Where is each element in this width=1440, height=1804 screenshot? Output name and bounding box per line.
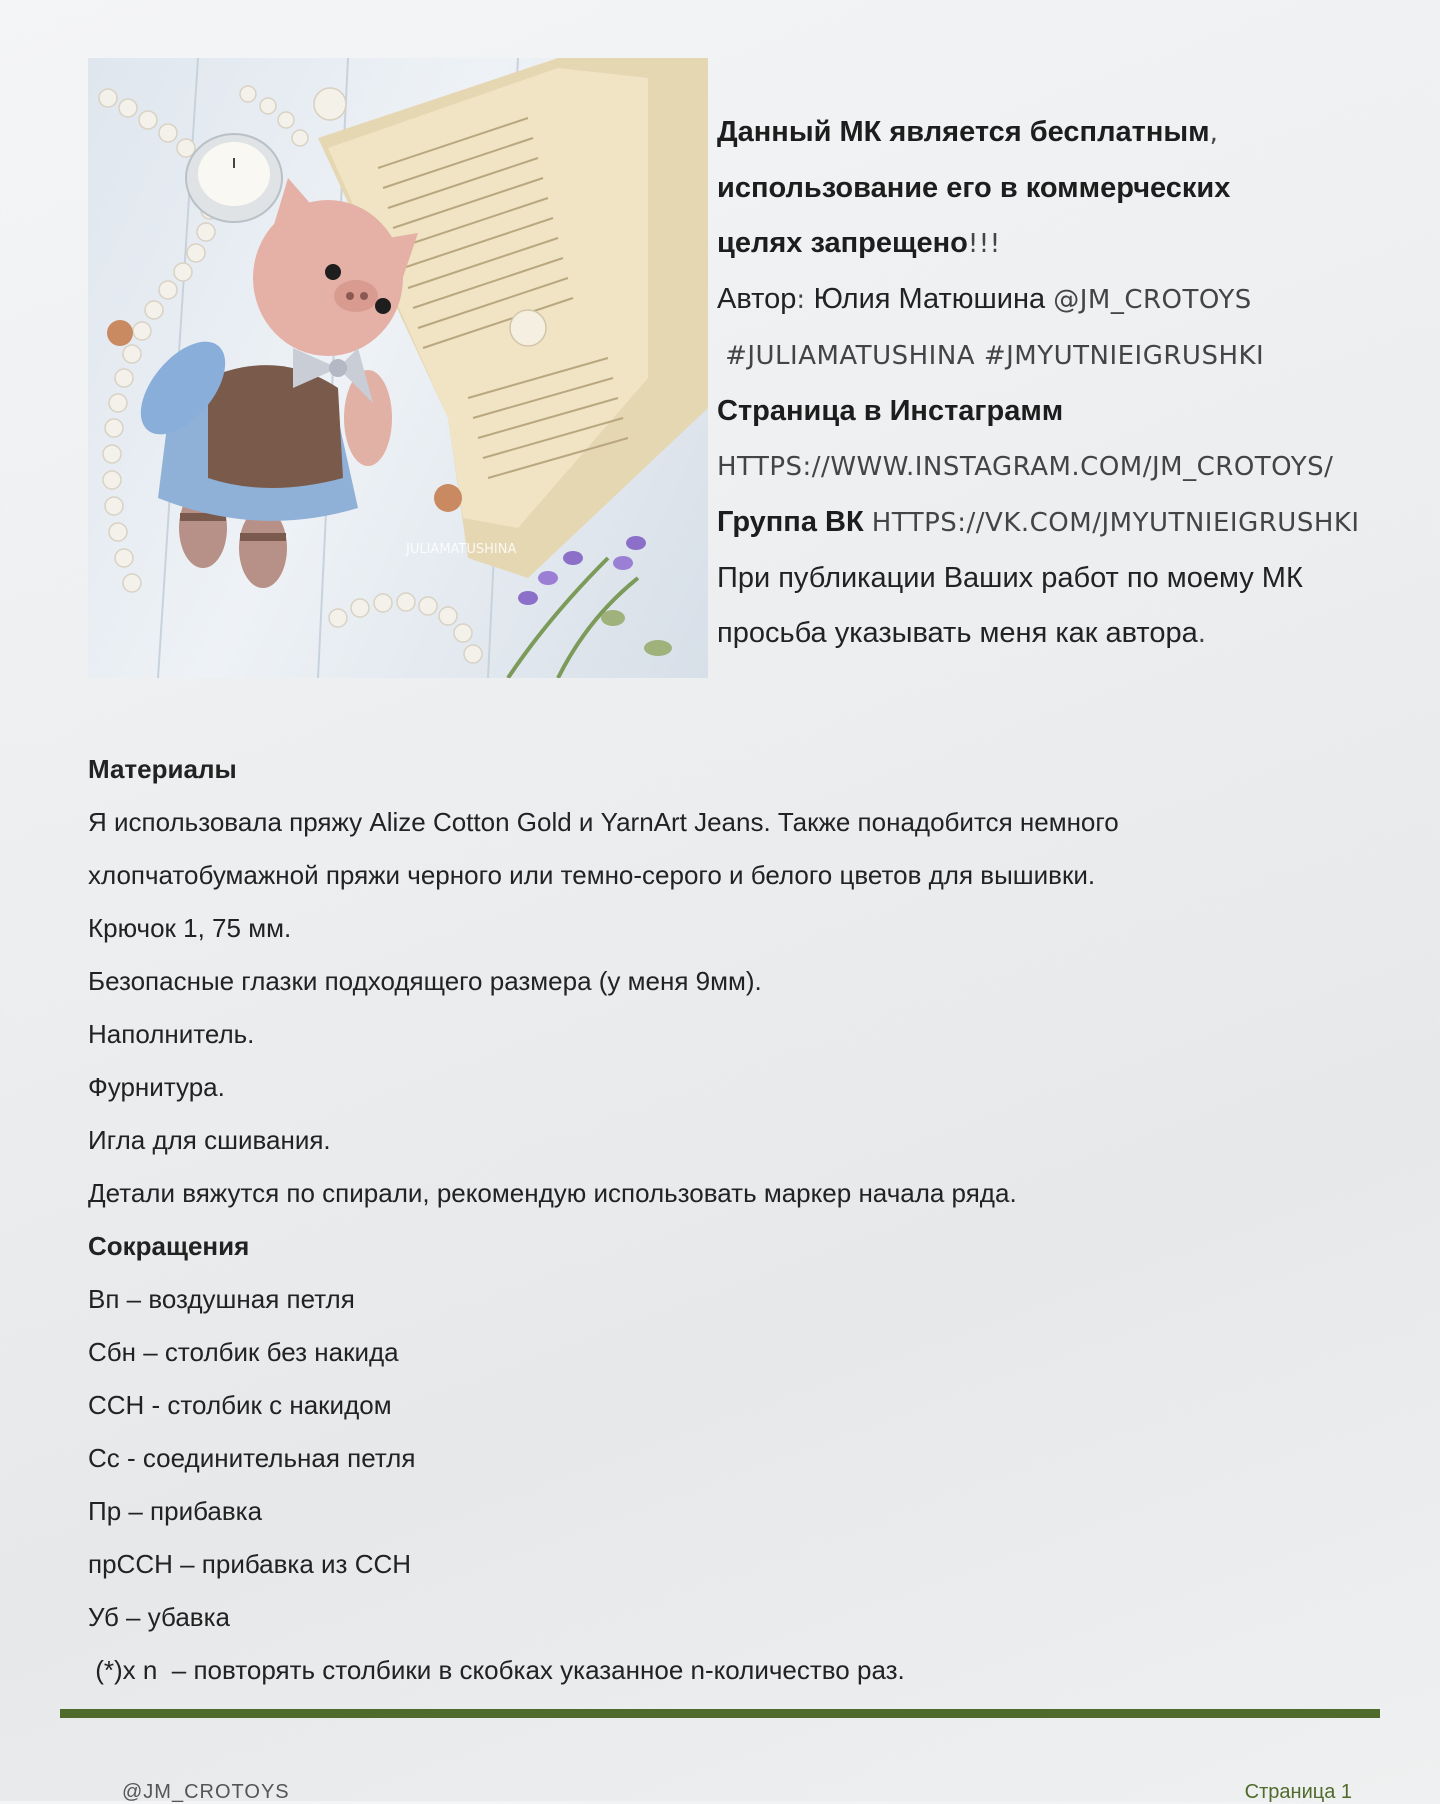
forbidden-notice-text: целях запрещено	[717, 227, 968, 259]
instagram-label: Страница в Инстаграмм	[717, 395, 1064, 427]
intro-exclamation: !!!	[967, 229, 1001, 259]
author-handle-link[interactable]: @JM_CROTOYS	[1053, 285, 1252, 315]
intro-block	[717, 105, 1417, 662]
photo-watermark: JULIAMATUSHINA	[406, 542, 517, 557]
hashtags-line	[717, 328, 1417, 384]
abbreviation-item: ССН - столбик с накидом	[88, 1390, 392, 1420]
author-line	[717, 272, 1417, 328]
author-label: Автор	[717, 283, 797, 315]
instagram-label-line	[717, 384, 1417, 439]
materials-heading: Материалы	[88, 754, 237, 784]
abbreviation-item: Сс - соединительная петля	[88, 1443, 416, 1473]
materials-line: Я использовала пряжу Alize Cotton Gold и YarnArt Jeans. Также понадобится немного	[88, 807, 1119, 837]
intro-punct-1: ,	[1209, 118, 1219, 148]
publish-line-2	[717, 606, 1417, 662]
author-colon: :	[796, 285, 806, 315]
intro-line-1	[717, 105, 1417, 161]
vk-label: Группа ВК	[717, 506, 864, 538]
candle	[186, 134, 282, 222]
vk-line	[717, 495, 1417, 551]
commercial-notice-text: использование его в коммерческих	[717, 172, 1231, 204]
abbreviation-item: прССН – прибавка из ССН	[88, 1549, 412, 1579]
hashtags[interactable]: #JULIAMATUSHINA #JMYUTNIEIGRUSHKI	[725, 341, 1265, 371]
materials-line: Детали вяжутся по спирали, рекомендую использовать маркер начала ряда.	[88, 1178, 1017, 1208]
publish-line-1: При публикации Ваших работ по моему МК	[717, 562, 1303, 594]
free-notice-text: Данный МК является бесплатным	[717, 116, 1210, 148]
intro-line-2	[717, 161, 1417, 216]
instagram-url-line	[717, 439, 1417, 495]
abbreviation-item: (*)х n – повторять столбики в скобках указанное n-количество раз.	[88, 1655, 905, 1685]
vk-link[interactable]: HTTPS://VK.COM/JMYUTNIEIGRUSHKI	[871, 508, 1360, 538]
materials-line: хлопчатобумажной пряжи черного или темно-серого и белого цветов для вышивки.	[88, 860, 1096, 890]
materials-line: Крючок 1, 75 мм.	[88, 913, 292, 943]
materials-line: Безопасные глазки подходящего размера (у меня 9мм).	[88, 966, 762, 996]
abbreviation-item: Пр – прибавка	[88, 1496, 263, 1526]
abbreviation-item: Вп – воздушная петля	[88, 1284, 355, 1314]
publish-dot: .	[1197, 619, 1207, 649]
cover-photo	[88, 58, 708, 678]
instagram-link[interactable]: HTTPS://WWW.INSTAGRAM.COM/JM_CROTOYS/	[717, 452, 1334, 482]
abbreviation-item: Сбн – столбик без накида	[88, 1337, 399, 1367]
materials-line: Игла для сшивания.	[88, 1125, 331, 1155]
materials-line: Наполнитель.	[88, 1019, 255, 1049]
materials-section	[88, 743, 1388, 1697]
author-name: Юлия Матюшина	[813, 283, 1046, 315]
abbreviation-item: Уб – убавка	[88, 1602, 231, 1632]
abbreviations-heading: Сокращения	[88, 1231, 250, 1261]
footer-divider	[60, 1709, 1380, 1718]
footer-page-number: Страница 1	[1244, 1781, 1352, 1803]
intro-line-3	[717, 216, 1417, 272]
publish-line-2-text: просьба указывать меня как автора	[717, 617, 1198, 649]
footer-handle: @JM_CROTOYS	[122, 1781, 290, 1803]
pig-toy-illustration	[88, 58, 708, 678]
materials-line: Фурнитура.	[88, 1072, 225, 1102]
